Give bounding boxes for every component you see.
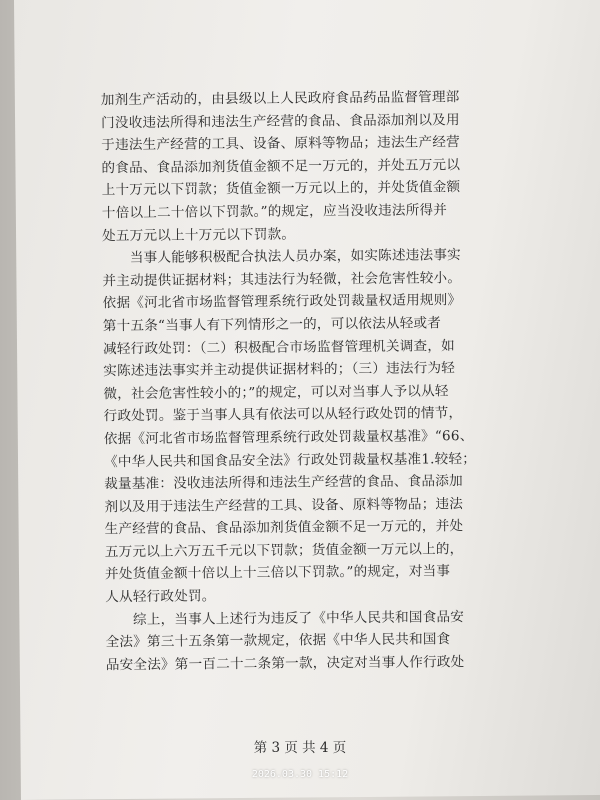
text-line: 加剂生产活动的，由县级以上人民政府食品药品监督管理部 — [100, 89, 460, 109]
timestamp-watermark: 2026.03.30 15:12 — [251, 769, 349, 780]
document-page — [14, 0, 600, 800]
text-line: 当事人能够积极配合执法人员办案，如实陈述违法事实 — [102, 247, 461, 267]
document-body — [101, 86, 526, 677]
text-line: 剂以及用于违法生产经营的工具、设备、原料等物品；违法 — [104, 495, 464, 515]
text-line: 生产经营的食品、食品添加剂货值金额不足一万元的，并处 — [104, 518, 464, 538]
text-line: 微，社会危害性较小的；”的规定，可以对当事人予以从轻 — [103, 382, 449, 402]
text-line: 处五万元以上十万元以下罚款。 — [101, 226, 296, 244]
text-line: 《中华人民共和国食品安全法》行政处罚裁量权基准1.较轻； — [103, 450, 477, 470]
page-number: 第 3 页 共 4 页 — [253, 740, 347, 756]
text-line: 并主动提供证据材料；其违法行为轻微，社会危害性较小。 — [102, 269, 462, 289]
text-line: 五万元以上六万五千元以下罚款；货值金额一万元以上的， — [104, 540, 464, 561]
text-line: 十倍以上二十倍以下罚款。”的规定，应当没收违法所得并 — [101, 202, 448, 222]
text-line: 人从轻行政处罚。 — [105, 588, 216, 606]
text-line: 第十五条“当事人有下列情形之一的，可以依法从轻或者 — [102, 315, 442, 335]
text-line: 裁量基准：没收违法所得和违法生产经营的食品、食品添加 — [104, 473, 463, 493]
text-line: 上十万元以下罚款；货值金额一万元以上的，并处货值金额 — [101, 179, 461, 199]
text-line: 依据《河北省市场监督管理系统行政处罚裁量权基准》“66、 — [103, 427, 474, 448]
text-line: 行政处罚。鉴于当事人具有依法可以从轻行政处罚的情节， — [103, 405, 463, 425]
text-line: 门没收违法所得和违法生产经营的食品、食品添加剂以及用 — [101, 111, 460, 131]
text-line: 实陈述违法事实并主动提供证据材料的；（三）违法行为轻 — [103, 360, 456, 380]
text-line: 减轻行政处罚：（二）积极配合市场监督管理机关调查，如 — [102, 337, 455, 357]
text-line: 品安全法》第一百二十二条第一款，决定对当事人作行政处 — [105, 653, 465, 674]
text-line: 于违法生产经营的工具、设备、原料等物品；违法生产经营 — [101, 134, 460, 154]
text-line: 依据《河北省市场监督管理系统行政处罚裁量权适用规则》 — [102, 292, 462, 312]
text-line: 全法》第三十五条第一款规定，依据《中华人民共和国食 — [105, 631, 451, 651]
text-line: 并处货值金额十倍以上十三倍以下罚款。”的规定，对当事 — [104, 563, 451, 583]
text-line: 的食品、食品添加剂货值金额不足一万元的，并处五万元以 — [101, 156, 461, 177]
text-line: 综上，当事人上述行为违反了《中华人民共和国食品安 — [105, 608, 465, 628]
